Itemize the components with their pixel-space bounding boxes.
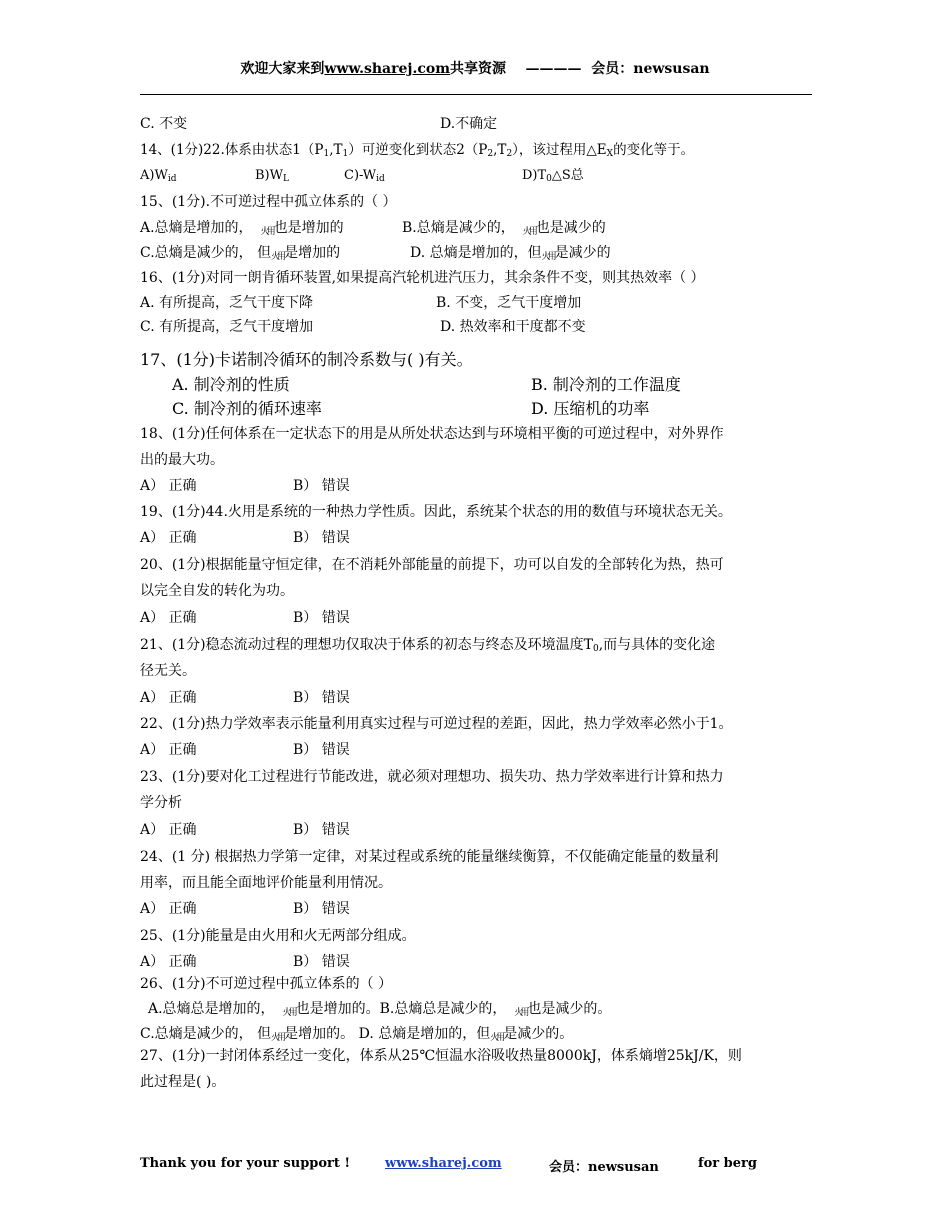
question-14 <box>140 141 694 163</box>
option-true: A） 正确 <box>140 954 197 970</box>
header-site-link[interactable]: www.sharej.com <box>324 61 451 77</box>
q14-sub: 2 <box>506 149 513 159</box>
q14-sub: X <box>606 149 614 159</box>
footer-site-link[interactable] <box>385 1156 502 1171</box>
option-c: C. 有所提高，乏气干度增加 <box>140 319 314 335</box>
page-header <box>0 58 950 78</box>
option-false: B） 错误 <box>293 901 350 917</box>
header-divider <box>140 94 812 95</box>
question-22: 22、(1分)热力学效率表示能量利用真实过程与可逆过程的差距，因此，热力学效率必然小于1。 <box>140 716 733 732</box>
option-b: B. 制冷剂的工作温度 <box>531 375 681 394</box>
question-27: 27、(1分)一封闭体系经过一变化，体系从25℃恒温水浴吸收热量8000kJ，体系熵增25kJ/K，则 <box>140 1048 742 1064</box>
question-25-options <box>140 953 350 971</box>
question-17-options-ab <box>172 375 681 394</box>
prev-question-options <box>140 115 498 133</box>
option-false: B） 错误 <box>293 954 350 970</box>
q14-text: ）可逆变化到状态2（P <box>348 142 488 158</box>
question-23-options <box>140 821 350 839</box>
option-false: B） 错误 <box>293 742 350 758</box>
question-16-options-cd <box>140 318 586 336</box>
question-22-options <box>140 741 350 759</box>
option-d: D. 总熵是增加的，但火用是减少的 <box>410 244 611 266</box>
option-c: $C)-W_{id}$ <box>344 168 385 184</box>
question-20: 20、(1分)根据能量守恒定律，在不消耗外部能量的前提下，功可以自发的全部转化为热，热可 <box>140 557 724 573</box>
q14-text: 14、(1分)22.体系由状态1（P <box>140 142 324 158</box>
question-16-options-ab <box>140 294 582 312</box>
q14-sub: 2 <box>487 149 494 159</box>
option-b: B. 不变，乏气干度增加 <box>436 295 582 311</box>
question-26-options-ab: A.总熵总是增加的， 火用也是增加的。B.总熵总是减少的， 火用也是减少的。 <box>148 1000 611 1022</box>
question-25: 25、(1分)能量是由火用和火无两部分组成。 <box>140 928 416 944</box>
header-dashes: ———— <box>525 61 582 77</box>
question-19-options <box>140 529 350 547</box>
option-c: C. 不变 <box>140 116 188 132</box>
option-b: B.总熵是减少的， 火用也是减少的 <box>402 219 606 241</box>
question-17-options-cd <box>172 399 650 418</box>
exergy-icon: 火用 <box>490 1033 503 1043</box>
option-false: B） 错误 <box>293 610 350 626</box>
question-19: 19、(1分)44.火用是系统的一种热力学性质。因此，系统某个状态的用的数值与环境状态无关。 <box>140 504 732 520</box>
option-true: A） 正确 <box>140 901 197 917</box>
option-false: B） 错误 <box>293 530 350 546</box>
q14-text: 的变化等于。 <box>613 142 695 158</box>
question-21-options <box>140 689 350 707</box>
question-18-cont: 出的最大功。 <box>140 452 224 468</box>
header-welcome: 欢迎大家来到 <box>240 61 325 77</box>
question-24-cont: 用率，而且能全面地评价能量利用情况。 <box>140 875 392 891</box>
q14-sub: 1 <box>323 149 330 159</box>
option-d: D.不确定 <box>440 116 498 132</box>
option-true: A） 正确 <box>140 690 197 706</box>
footer-link[interactable]: www.sharej.com <box>385 1156 502 1171</box>
exergy-icon: 火用 <box>541 252 554 262</box>
question-15-options-cd <box>140 244 611 266</box>
footer-member: 会员：newsusan <box>549 1160 659 1175</box>
option-c-text: 是增加的 <box>284 245 341 261</box>
option-true: A） 正确 <box>140 610 197 626</box>
question-24: 24、(1 分) 根据热力学第一定律，对某过程或系统的能量继续衡算，不仅能确定能量的数量利 <box>140 849 719 865</box>
q14-text: ,T <box>493 142 507 158</box>
header-share: 共享资源 <box>450 61 507 77</box>
option-true: A） 正确 <box>140 822 197 838</box>
question-16: 16、(1分)对同一朗肯循环装置,如果提高汽轮机进汽压力，其余条件不变，则其热效率（ ） <box>140 270 705 286</box>
option-b: $B)W_L$ <box>255 168 289 184</box>
exergy-icon: 火用 <box>522 227 535 237</box>
question-26-options-cd: C.总熵是减少的， 但火用是增加的。 D. 总熵是增加的，但火用是减少的。 <box>140 1025 573 1047</box>
option-a: A. 制冷剂的性质 <box>172 375 290 394</box>
footer-for: for berg <box>698 1156 757 1171</box>
question-15: 15、(1分).不可逆过程中孤立体系的（ ） <box>140 194 397 210</box>
q14-text: ），该过程用△E <box>512 142 607 158</box>
option-true: A） 正确 <box>140 530 197 546</box>
option-d: D. 热效率和干度都不变 <box>440 319 586 335</box>
question-21: 21、(1分)稳态流动过程的理想功仅取决于体系的初态与终态及环境温度$T_0$,而与具体的变化途 <box>140 637 716 654</box>
option-false: B） 错误 <box>293 478 350 494</box>
exergy-icon: 火用 <box>514 1008 527 1018</box>
exergy-icon: 火用 <box>282 1008 295 1018</box>
option-true: A） 正确 <box>140 742 197 758</box>
q14-sub: 1 <box>342 149 349 159</box>
question-20-options <box>140 609 350 627</box>
q14-text: ,T <box>329 142 343 158</box>
exergy-icon: 火用 <box>271 252 284 262</box>
question-14-options <box>140 167 584 188</box>
question-24-options <box>140 900 350 918</box>
question-23-cont: 学分析 <box>140 795 182 811</box>
question-18: 18、(1分)任何体系在一定状态下的用是从所处状态达到与环境相平衡的可逆过程中，对外界作 <box>140 426 724 442</box>
option-d: $D)T_0\triangle S$总 <box>522 168 584 184</box>
option-false: B） 错误 <box>293 822 350 838</box>
question-26: 26、(1分)不可逆过程中孤立体系的（ ） <box>140 976 393 992</box>
option-c: C. 制冷剂的循环速率 <box>172 399 322 418</box>
footer-thanks: Thank you for your support ! <box>140 1156 351 1171</box>
question-18-options <box>140 477 350 495</box>
exergy-icon: 火用 <box>271 1033 284 1043</box>
option-a: A.总熵是增加的， <box>140 220 253 236</box>
header-member: 会员：newsusan <box>591 61 710 77</box>
option-d: D. 压缩机的功率 <box>531 399 650 418</box>
option-a: A. 有所提高，乏气干度下降 <box>140 295 314 311</box>
question-21-cont: 径无关。 <box>140 663 196 679</box>
question-27-cont: 此过程是( )。 <box>140 1074 226 1090</box>
question-15-options-ab <box>140 219 606 241</box>
question-20-cont: 以完全自发的转化为功。 <box>140 583 294 599</box>
option-a: $A)W_{id}$ <box>140 168 177 184</box>
option-a-text: 也是增加的 <box>273 220 344 236</box>
option-true: A） 正确 <box>140 478 197 494</box>
question-17: 17、(1分)卡诺制冷循环的制冷系数与( )有关。 <box>140 350 473 369</box>
exergy-icon: 火用 <box>260 227 273 237</box>
option-c: C.总熵是减少的， 但 <box>140 245 272 261</box>
option-false: B） 错误 <box>293 690 350 706</box>
question-23: 23、(1分)要对化工过程进行节能改进，就必须对理想功、损失功、热力学效率进行计算和热力 <box>140 769 724 785</box>
